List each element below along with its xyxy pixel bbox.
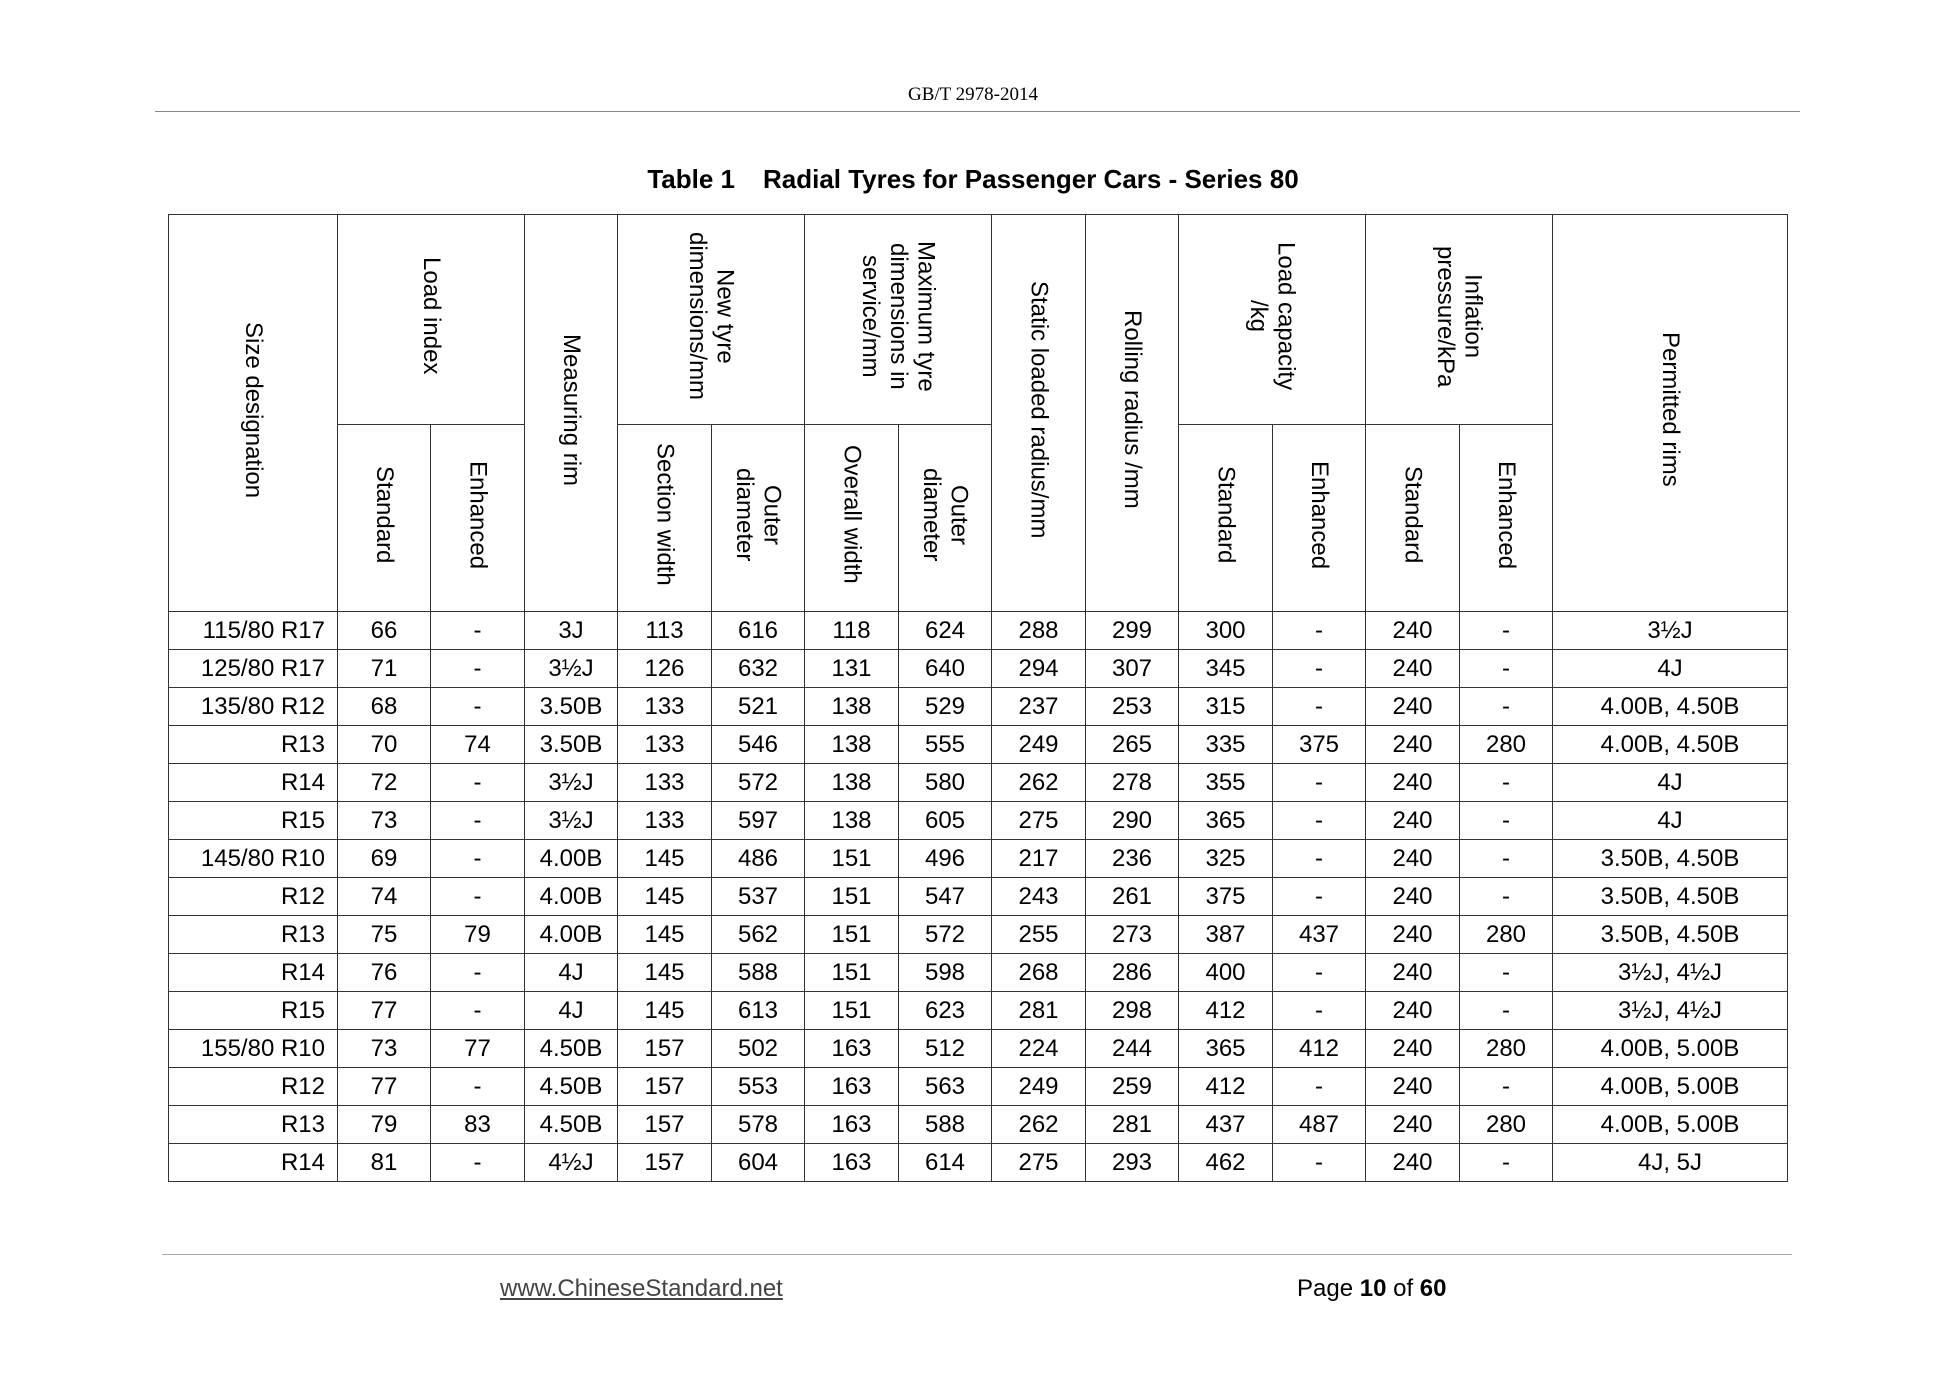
table-cell: 133 (618, 688, 712, 726)
table-cell: - (431, 764, 525, 802)
table-cell: 3½J (525, 802, 618, 840)
header-inflation-pressure: Inflation pressure/kPa (1366, 215, 1553, 425)
table-cell: 375 (1273, 726, 1366, 764)
table-cell: 79 (431, 916, 525, 954)
table-cell: 578 (712, 1106, 805, 1144)
header-section-width: Section width (618, 425, 712, 612)
table-cell: 555 (899, 726, 992, 764)
table-cell: 240 (1366, 1106, 1460, 1144)
table-cell: - (1460, 1068, 1553, 1106)
table-cell: 412 (1179, 992, 1273, 1030)
table-cell: 4J (1553, 764, 1788, 802)
table-cell: - (1460, 612, 1553, 650)
table-cell: 151 (805, 840, 899, 878)
table-cell: 365 (1179, 802, 1273, 840)
table-cell: 138 (805, 726, 899, 764)
table-cell: 259 (1086, 1068, 1179, 1106)
table-cell: 76 (338, 954, 431, 992)
table-cell: - (1273, 1144, 1366, 1182)
table-cell: - (431, 992, 525, 1030)
table-cell: 66 (338, 612, 431, 650)
table-cell: R14 (169, 764, 338, 802)
table-cell: 502 (712, 1030, 805, 1068)
page-total: 60 (1419, 1275, 1447, 1302)
table-cell: 70 (338, 726, 431, 764)
table-cell: 74 (338, 878, 431, 916)
table-row (169, 1106, 1788, 1144)
table-cell: 74 (431, 726, 525, 764)
page-indicator (1297, 1275, 1447, 1303)
table-cell: 640 (899, 650, 992, 688)
table-cell: 83 (431, 1106, 525, 1144)
header-load-index-standard: Standard (338, 425, 431, 612)
table-cell: 4.00B, 5.00B (1553, 1068, 1788, 1106)
table-cell: - (1273, 992, 1366, 1030)
header-static-loaded-radius: Static loaded radius/mm (992, 215, 1086, 612)
header-permitted-rims: Permitted rims (1553, 215, 1788, 612)
table-cell: 345 (1179, 650, 1273, 688)
table-cell: 79 (338, 1106, 431, 1144)
table-cell: 240 (1366, 992, 1460, 1030)
header-divider (155, 111, 1800, 112)
table-cell: 237 (992, 688, 1086, 726)
table-cell: R12 (169, 878, 338, 916)
table-cell: R15 (169, 802, 338, 840)
table-cell: 249 (992, 726, 1086, 764)
table-cell: 145 (618, 992, 712, 1030)
table-cell: 3.50B, 4.50B (1553, 878, 1788, 916)
table-cell: 77 (338, 1068, 431, 1106)
table-cell: - (431, 650, 525, 688)
header-size-designation: Size designation (169, 215, 338, 612)
table-cell: 563 (899, 1068, 992, 1106)
table-cell: 335 (1179, 726, 1273, 764)
table-cell: 387 (1179, 916, 1273, 954)
table-cell: 243 (992, 878, 1086, 916)
table-cell: 4.50B (525, 1068, 618, 1106)
table-cell: 135/80 R12 (169, 688, 338, 726)
tyre-table (168, 214, 1788, 1182)
table-cell: 138 (805, 764, 899, 802)
table-cell: 163 (805, 1106, 899, 1144)
table-cell: - (431, 802, 525, 840)
table-cell: R13 (169, 726, 338, 764)
table-cell: 224 (992, 1030, 1086, 1068)
table-row (169, 764, 1788, 802)
table-cell: 3.50B (525, 688, 618, 726)
header-load-capacity: Load capacity /kg (1179, 215, 1366, 425)
table-cell: 4.00B, 5.00B (1553, 1106, 1788, 1144)
table-cell: 437 (1273, 916, 1366, 954)
table-row (169, 1144, 1788, 1182)
table-cell: 537 (712, 878, 805, 916)
table-cell: 4.00B, 5.00B (1553, 1030, 1788, 1068)
table-cell: 261 (1086, 878, 1179, 916)
table-cell: 4.00B, 4.50B (1553, 726, 1788, 764)
table-cell: R14 (169, 954, 338, 992)
table-cell: 299 (1086, 612, 1179, 650)
table-cell: 3½J (525, 650, 618, 688)
table-row (169, 612, 1788, 650)
header-load-index-enhanced: Enhanced (431, 425, 525, 612)
table-cell: 255 (992, 916, 1086, 954)
header-new-tyre: New tyre dimensions/mm (618, 215, 805, 425)
table-cell: 553 (712, 1068, 805, 1106)
table-cell: 240 (1366, 916, 1460, 954)
standard-code: GB/T 2978-2014 (907, 84, 1038, 105)
table-cell: 486 (712, 840, 805, 878)
header-max-outer-diameter: Outer diameter (899, 425, 992, 612)
table-cell: 298 (1086, 992, 1179, 1030)
table-cell: 4.00B (525, 840, 618, 878)
table-cell: 3J (525, 612, 618, 650)
table-cell: 547 (899, 878, 992, 916)
table-cell: - (1273, 954, 1366, 992)
table-cell: 293 (1086, 1144, 1179, 1182)
table-row (169, 650, 1788, 688)
table-cell: 614 (899, 1144, 992, 1182)
table-cell: 4J, 5J (1553, 1144, 1788, 1182)
table-cell: 546 (712, 726, 805, 764)
table-cell: 624 (899, 612, 992, 650)
table-cell: - (1273, 650, 1366, 688)
table-cell: 133 (618, 802, 712, 840)
page-of: of (1393, 1275, 1414, 1302)
table-cell: 131 (805, 650, 899, 688)
table-cell: 278 (1086, 764, 1179, 802)
table-cell: 3.50B, 4.50B (1553, 840, 1788, 878)
table-cell: 4.50B (525, 1106, 618, 1144)
table-cell: 562 (712, 916, 805, 954)
table-cell: 151 (805, 954, 899, 992)
table-cell: 72 (338, 764, 431, 802)
table-cell: 126 (618, 650, 712, 688)
table-cell: 616 (712, 612, 805, 650)
table-cell: 4.00B, 4.50B (1553, 688, 1788, 726)
table-cell: 240 (1366, 688, 1460, 726)
table-cell: - (1460, 992, 1553, 1030)
header-load-index: Load index (338, 215, 525, 425)
table-cell: 3½J, 4½J (1553, 992, 1788, 1030)
table-cell: 265 (1086, 726, 1179, 764)
table-cell: 462 (1179, 1144, 1273, 1182)
table-cell: 163 (805, 1030, 899, 1068)
table-cell: 613 (712, 992, 805, 1030)
table-cell: 496 (899, 840, 992, 878)
table-cell: 572 (899, 916, 992, 954)
table-cell: 4J (525, 954, 618, 992)
table-row (169, 802, 1788, 840)
table-cell: 605 (899, 802, 992, 840)
table-cell: 4½J (525, 1144, 618, 1182)
table-cell: - (431, 612, 525, 650)
table-number: Table 1 (647, 164, 735, 194)
table-cell: 73 (338, 1030, 431, 1068)
header-pressure-enhanced: Enhanced (1460, 425, 1553, 612)
table-cell: 487 (1273, 1106, 1366, 1144)
table-cell: 262 (992, 764, 1086, 802)
table-cell: 240 (1366, 802, 1460, 840)
table-cell: 77 (338, 992, 431, 1030)
table-cell: 412 (1179, 1068, 1273, 1106)
table-cell: 281 (992, 992, 1086, 1030)
table-cell: - (1273, 1068, 1366, 1106)
header-load-capacity-enhanced: Enhanced (1273, 425, 1366, 612)
table-cell: - (431, 954, 525, 992)
table-cell: 115/80 R17 (169, 612, 338, 650)
table-cell: 597 (712, 802, 805, 840)
header-pressure-standard: Standard (1366, 425, 1460, 612)
table-cell: 133 (618, 726, 712, 764)
table-cell: 157 (618, 1106, 712, 1144)
table-cell: 240 (1366, 650, 1460, 688)
table-cell: 623 (899, 992, 992, 1030)
table-cell: 580 (899, 764, 992, 802)
table-cell: 355 (1179, 764, 1273, 802)
table-row (169, 878, 1788, 916)
table-cell: 240 (1366, 1144, 1460, 1182)
table-cell: 155/80 R10 (169, 1030, 338, 1068)
table-cell: 240 (1366, 1068, 1460, 1106)
page-prefix: Page (1297, 1275, 1354, 1302)
table-cell: 240 (1366, 764, 1460, 802)
table-cell: 4J (1553, 802, 1788, 840)
table-cell: 157 (618, 1144, 712, 1182)
footer-divider (162, 1254, 1792, 1255)
page-current: 10 (1359, 1275, 1387, 1302)
table-cell: 236 (1086, 840, 1179, 878)
header-max-tyre: Maximum tyre dimensions in service/mm (805, 215, 992, 425)
table-cell: - (1273, 688, 1366, 726)
table-cell: 400 (1179, 954, 1273, 992)
table-cell: - (1460, 688, 1553, 726)
table-cell: 512 (899, 1030, 992, 1068)
table-cell: - (1273, 878, 1366, 916)
table-cell: 572 (712, 764, 805, 802)
table-cell: 240 (1366, 840, 1460, 878)
table-cell: 4J (1553, 650, 1788, 688)
table-cell: 145 (618, 840, 712, 878)
table-cell: - (1273, 612, 1366, 650)
table-cell: 249 (992, 1068, 1086, 1106)
table-cell: 133 (618, 764, 712, 802)
table-row (169, 840, 1788, 878)
table-cell: 145/80 R10 (169, 840, 338, 878)
table-cell: 588 (899, 1106, 992, 1144)
table-cell: 3½J (525, 764, 618, 802)
table-cell: R13 (169, 916, 338, 954)
table-cell: 280 (1460, 1106, 1553, 1144)
table-cell: 151 (805, 992, 899, 1030)
table-cell: 163 (805, 1068, 899, 1106)
table-cell: 138 (805, 688, 899, 726)
table-cell: 412 (1273, 1030, 1366, 1068)
table-cell: R13 (169, 1106, 338, 1144)
table-cell: - (1460, 878, 1553, 916)
table-row (169, 992, 1788, 1030)
table-cell: 275 (992, 1144, 1086, 1182)
table-cell: - (1273, 840, 1366, 878)
table-cell: 375 (1179, 878, 1273, 916)
table-cell: - (1460, 954, 1553, 992)
header-overall-width: Overall width (805, 425, 899, 612)
table-cell: - (1273, 764, 1366, 802)
table-cell: 240 (1366, 1030, 1460, 1068)
table-cell: R14 (169, 1144, 338, 1182)
table-cell: 280 (1460, 916, 1553, 954)
table-cell: 281 (1086, 1106, 1179, 1144)
table-cell: 73 (338, 802, 431, 840)
table-cell: 437 (1179, 1106, 1273, 1144)
table-cell: 275 (992, 802, 1086, 840)
table-cell: 145 (618, 878, 712, 916)
table-caption: Radial Tyres for Passenger Cars - Series 80 (762, 164, 1299, 194)
header-new-outer-diameter: Outer diameter (712, 425, 805, 612)
table-cell: 163 (805, 1144, 899, 1182)
table-cell: 244 (1086, 1030, 1179, 1068)
table-cell: 138 (805, 802, 899, 840)
table-cell: 118 (805, 612, 899, 650)
table-cell: 315 (1179, 688, 1273, 726)
table-cell: - (1460, 764, 1553, 802)
table-cell: 217 (992, 840, 1086, 878)
table-cell: - (431, 688, 525, 726)
table-cell: - (1460, 840, 1553, 878)
table-cell: 75 (338, 916, 431, 954)
table-row (169, 726, 1788, 764)
table-cell: 151 (805, 916, 899, 954)
table-cell: 157 (618, 1068, 712, 1106)
table-cell: 365 (1179, 1030, 1273, 1068)
table-cell: 294 (992, 650, 1086, 688)
table-cell: R15 (169, 992, 338, 1030)
table-row (169, 916, 1788, 954)
table-cell: - (1460, 1144, 1553, 1182)
table-cell: 325 (1179, 840, 1273, 878)
table-body (169, 612, 1788, 1182)
table-cell: 4.00B (525, 916, 618, 954)
table-cell: 529 (899, 688, 992, 726)
table-cell: - (431, 840, 525, 878)
table-cell: 3.50B (525, 726, 618, 764)
table-cell: 3½J (1553, 612, 1788, 650)
table-row (169, 954, 1788, 992)
table-cell: 81 (338, 1144, 431, 1182)
table-cell: 604 (712, 1144, 805, 1182)
table-cell: 286 (1086, 954, 1179, 992)
table-cell: 300 (1179, 612, 1273, 650)
table-cell: 4.50B (525, 1030, 618, 1068)
table-cell: 145 (618, 954, 712, 992)
table-cell: 71 (338, 650, 431, 688)
table-cell: 240 (1366, 878, 1460, 916)
table-cell: - (431, 1144, 525, 1182)
table-cell: 151 (805, 878, 899, 916)
table-cell: - (1273, 802, 1366, 840)
table-cell: - (1460, 650, 1553, 688)
table-cell: 290 (1086, 802, 1179, 840)
table-cell: 3.50B, 4.50B (1553, 916, 1788, 954)
table-cell: 288 (992, 612, 1086, 650)
table-cell: 280 (1460, 1030, 1553, 1068)
table-cell: 145 (618, 916, 712, 954)
table-cell: 280 (1460, 726, 1553, 764)
table-cell: - (431, 878, 525, 916)
table-cell: 157 (618, 1030, 712, 1068)
table-cell: 3½J, 4½J (1553, 954, 1788, 992)
table-cell: 521 (712, 688, 805, 726)
table-cell: 4.00B (525, 878, 618, 916)
table-cell: - (1460, 802, 1553, 840)
table-title (0, 164, 1946, 195)
table-cell: 598 (899, 954, 992, 992)
website-link[interactable]: www.ChineseStandard.net (500, 1275, 783, 1302)
table-cell: 253 (1086, 688, 1179, 726)
table-cell: 588 (712, 954, 805, 992)
table-cell: 240 (1366, 612, 1460, 650)
table-cell: 4J (525, 992, 618, 1030)
header-load-capacity-standard: Standard (1179, 425, 1273, 612)
header-measuring-rim: Measuring rim (525, 215, 618, 612)
table-cell: 240 (1366, 954, 1460, 992)
header-rolling-radius: Rolling radius /mm (1086, 215, 1179, 612)
table-cell: 69 (338, 840, 431, 878)
table-row (169, 688, 1788, 726)
table-cell: 77 (431, 1030, 525, 1068)
table-cell: - (431, 1068, 525, 1106)
table-cell: 125/80 R17 (169, 650, 338, 688)
table-cell: 632 (712, 650, 805, 688)
table-row (169, 1030, 1788, 1068)
table-cell: 307 (1086, 650, 1179, 688)
table-cell: 268 (992, 954, 1086, 992)
table-cell: 262 (992, 1106, 1086, 1144)
table-cell: 273 (1086, 916, 1179, 954)
table-cell: R12 (169, 1068, 338, 1106)
table-cell: 113 (618, 612, 712, 650)
table-row (169, 1068, 1788, 1106)
table-cell: 68 (338, 688, 431, 726)
table-cell: 240 (1366, 726, 1460, 764)
